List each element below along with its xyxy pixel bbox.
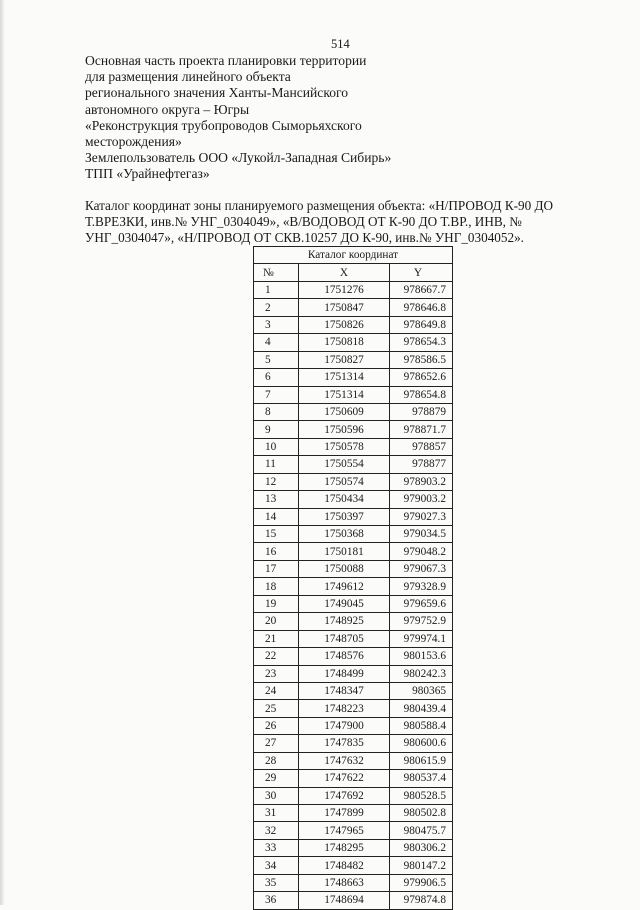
cell-number: 28 (254, 752, 299, 769)
cell-x: 1750596 (299, 421, 390, 438)
cell-number: 15 (254, 526, 299, 543)
cell-number: 1 (254, 281, 299, 298)
cell-number: 7 (254, 386, 299, 403)
header-line: месторождения» (85, 134, 182, 150)
cell-x: 1748223 (299, 700, 390, 717)
cell-y: 978649.8 (390, 316, 453, 333)
cell-x: 1747632 (299, 752, 390, 769)
cell-y: 978586.5 (390, 351, 453, 368)
cell-number: 26 (254, 717, 299, 734)
table-row (254, 752, 453, 769)
cell-y: 979003.2 (390, 491, 453, 508)
cell-number: 14 (254, 508, 299, 525)
table-row (254, 543, 453, 560)
table-row (254, 874, 453, 891)
cell-x: 1748499 (299, 665, 390, 682)
cell-y: 980537.4 (390, 770, 453, 787)
table-row (254, 421, 453, 438)
table-row (254, 857, 453, 874)
table-row (254, 316, 453, 333)
cell-y: 978652.6 (390, 369, 453, 386)
header-line: Землепользователь ООО «Лукойл-Западная Сибирь» (85, 150, 392, 166)
cell-y: 978903.2 (390, 473, 453, 490)
cell-number: 22 (254, 648, 299, 665)
cell-x: 1748482 (299, 857, 390, 874)
cell-x: 1750818 (299, 334, 390, 351)
table-row (254, 682, 453, 699)
cell-number: 29 (254, 770, 299, 787)
table-row (254, 386, 453, 403)
cell-number: 6 (254, 369, 299, 386)
cell-y: 980588.4 (390, 717, 453, 734)
cell-number: 25 (254, 700, 299, 717)
table-row (254, 403, 453, 420)
cell-x: 1747835 (299, 735, 390, 752)
table-row (254, 630, 453, 647)
header-line: автономного округа – Югры (85, 101, 250, 117)
coordinates-table (253, 246, 453, 910)
cell-y: 979048.2 (390, 543, 453, 560)
cell-x: 1748347 (299, 682, 390, 699)
cell-number: 9 (254, 421, 299, 438)
cell-x: 1750609 (299, 403, 390, 420)
header-line: «Реконструкция трубопроводов Сыморьяхского (85, 117, 362, 133)
cell-x: 1749045 (299, 595, 390, 612)
cell-x: 1748663 (299, 874, 390, 891)
cell-x: 1750826 (299, 316, 390, 333)
column-header-x: X (299, 264, 390, 281)
cell-y: 978667.7 (390, 281, 453, 298)
cell-y: 978871.7 (390, 421, 453, 438)
column-header-y: Y (390, 264, 453, 281)
cell-number: 23 (254, 665, 299, 682)
table-row (254, 770, 453, 787)
table-row (254, 648, 453, 665)
cell-x: 1751276 (299, 281, 390, 298)
header-line: для размещения линейного объекта (85, 69, 291, 85)
cell-y: 978654.3 (390, 334, 453, 351)
cell-y: 979659.6 (390, 595, 453, 612)
cell-number: 24 (254, 682, 299, 699)
cell-y: 980502.8 (390, 805, 453, 822)
cell-y: 979906.5 (390, 874, 453, 891)
table-row (254, 735, 453, 752)
cell-y: 980528.5 (390, 787, 453, 804)
header-line: Основная часть проекта планировки территории (85, 53, 367, 68)
table-row (254, 508, 453, 525)
cell-number: 33 (254, 839, 299, 856)
cell-number: 35 (254, 874, 299, 891)
cell-x: 1750088 (299, 560, 390, 577)
cell-number: 4 (254, 334, 299, 351)
cell-y: 979027.3 (390, 508, 453, 525)
cell-y: 978857 (390, 438, 453, 455)
cell-x: 1747900 (299, 717, 390, 734)
table-row (254, 334, 453, 351)
cell-y: 979034.5 (390, 526, 453, 543)
cell-x: 1748576 (299, 648, 390, 665)
cell-x: 1747622 (299, 770, 390, 787)
cell-x: 1751314 (299, 369, 390, 386)
cell-number: 32 (254, 822, 299, 839)
cell-x: 1748295 (299, 839, 390, 856)
table-row (254, 613, 453, 630)
cell-x: 1750434 (299, 491, 390, 508)
cell-number: 8 (254, 403, 299, 420)
cell-number: 30 (254, 787, 299, 804)
cell-number: 19 (254, 595, 299, 612)
table-row (254, 351, 453, 368)
table-header-row (254, 264, 453, 281)
table-row (254, 700, 453, 717)
scan-edge-shadow (0, 0, 5, 905)
table-title: Каталог координат (254, 247, 453, 264)
table-row (254, 560, 453, 577)
cell-y: 979067.3 (390, 560, 453, 577)
cell-number: 17 (254, 560, 299, 577)
cell-y: 978879 (390, 403, 453, 420)
table-row (254, 526, 453, 543)
cell-number: 3 (254, 316, 299, 333)
table-row (254, 822, 453, 839)
table-row (254, 369, 453, 386)
cell-y: 979752.9 (390, 613, 453, 630)
table-row (254, 491, 453, 508)
cell-number: 2 (254, 299, 299, 316)
cell-x: 1750574 (299, 473, 390, 490)
table-row (254, 456, 453, 473)
document-header (85, 53, 605, 183)
cell-x: 1750847 (299, 299, 390, 316)
header-line: ТПП «Урайнефтегаз» (85, 166, 210, 182)
cell-x: 1748705 (299, 630, 390, 647)
cell-x: 1747899 (299, 805, 390, 822)
header-line: регионального значения Ханты-Мансийского (85, 85, 349, 101)
cell-x: 1750554 (299, 456, 390, 473)
caption-line: Каталог координат зоны планируемого размещения объекта: «Н/ПРОВОД К-90 ДО (85, 198, 554, 213)
cell-y: 979974.1 (390, 630, 453, 647)
cell-x: 1747965 (299, 822, 390, 839)
cell-x: 1750368 (299, 526, 390, 543)
cell-y: 978877 (390, 456, 453, 473)
cell-number: 16 (254, 543, 299, 560)
cell-x: 1750181 (299, 543, 390, 560)
cell-y: 980365 (390, 682, 453, 699)
table-row (254, 438, 453, 455)
table-row (254, 805, 453, 822)
cell-y: 979328.9 (390, 578, 453, 595)
cell-x: 1750827 (299, 351, 390, 368)
cell-x: 1748925 (299, 613, 390, 630)
table-row (254, 473, 453, 490)
cell-number: 34 (254, 857, 299, 874)
cell-number: 20 (254, 613, 299, 630)
table-row (254, 717, 453, 734)
table-row (254, 578, 453, 595)
page-number: 514 (331, 37, 350, 51)
cell-y: 980153.6 (390, 648, 453, 665)
cell-y: 980615.9 (390, 752, 453, 769)
table-row (254, 595, 453, 612)
table-row (254, 892, 453, 909)
cell-number: 5 (254, 351, 299, 368)
cell-y: 980147.2 (390, 857, 453, 874)
cell-number: 18 (254, 578, 299, 595)
table-row (254, 787, 453, 804)
cell-number: 31 (254, 805, 299, 822)
cell-number: 11 (254, 456, 299, 473)
table-row (254, 281, 453, 298)
cell-y: 980242.3 (390, 665, 453, 682)
cell-y: 980306.2 (390, 839, 453, 856)
cell-x: 1748694 (299, 892, 390, 909)
cell-number: 13 (254, 491, 299, 508)
cell-number: 36 (254, 892, 299, 909)
cell-y: 980439.4 (390, 700, 453, 717)
cell-y: 980600.6 (390, 735, 453, 752)
cell-y: 980475.7 (390, 822, 453, 839)
cell-y: 978654.8 (390, 386, 453, 403)
cell-x: 1749612 (299, 578, 390, 595)
cell-x: 1750397 (299, 508, 390, 525)
table-row (254, 299, 453, 316)
table-row (254, 839, 453, 856)
caption-line: УНГ_0304047», «Н/ПРОВОД ОТ СКВ.10257 ДО К-90, инв.№ УНГ_0304052». (85, 229, 524, 245)
cell-x: 1751314 (299, 386, 390, 403)
cell-number: 10 (254, 438, 299, 455)
cell-x: 1750578 (299, 438, 390, 455)
cell-number: 27 (254, 735, 299, 752)
column-header-number: № (254, 264, 299, 281)
table-row (254, 665, 453, 682)
cell-x: 1747692 (299, 787, 390, 804)
cell-number: 21 (254, 630, 299, 647)
cell-number: 12 (254, 473, 299, 490)
cell-y: 978646.8 (390, 299, 453, 316)
catalog-caption (85, 198, 585, 245)
caption-line: Т.ВРЕЗКИ, инв.№ УНГ_0304049», «В/ВОДОВОД ОТ К-90 ДО Т.ВР., ИНВ, № (85, 213, 522, 229)
cell-y: 979874.8 (390, 892, 453, 909)
